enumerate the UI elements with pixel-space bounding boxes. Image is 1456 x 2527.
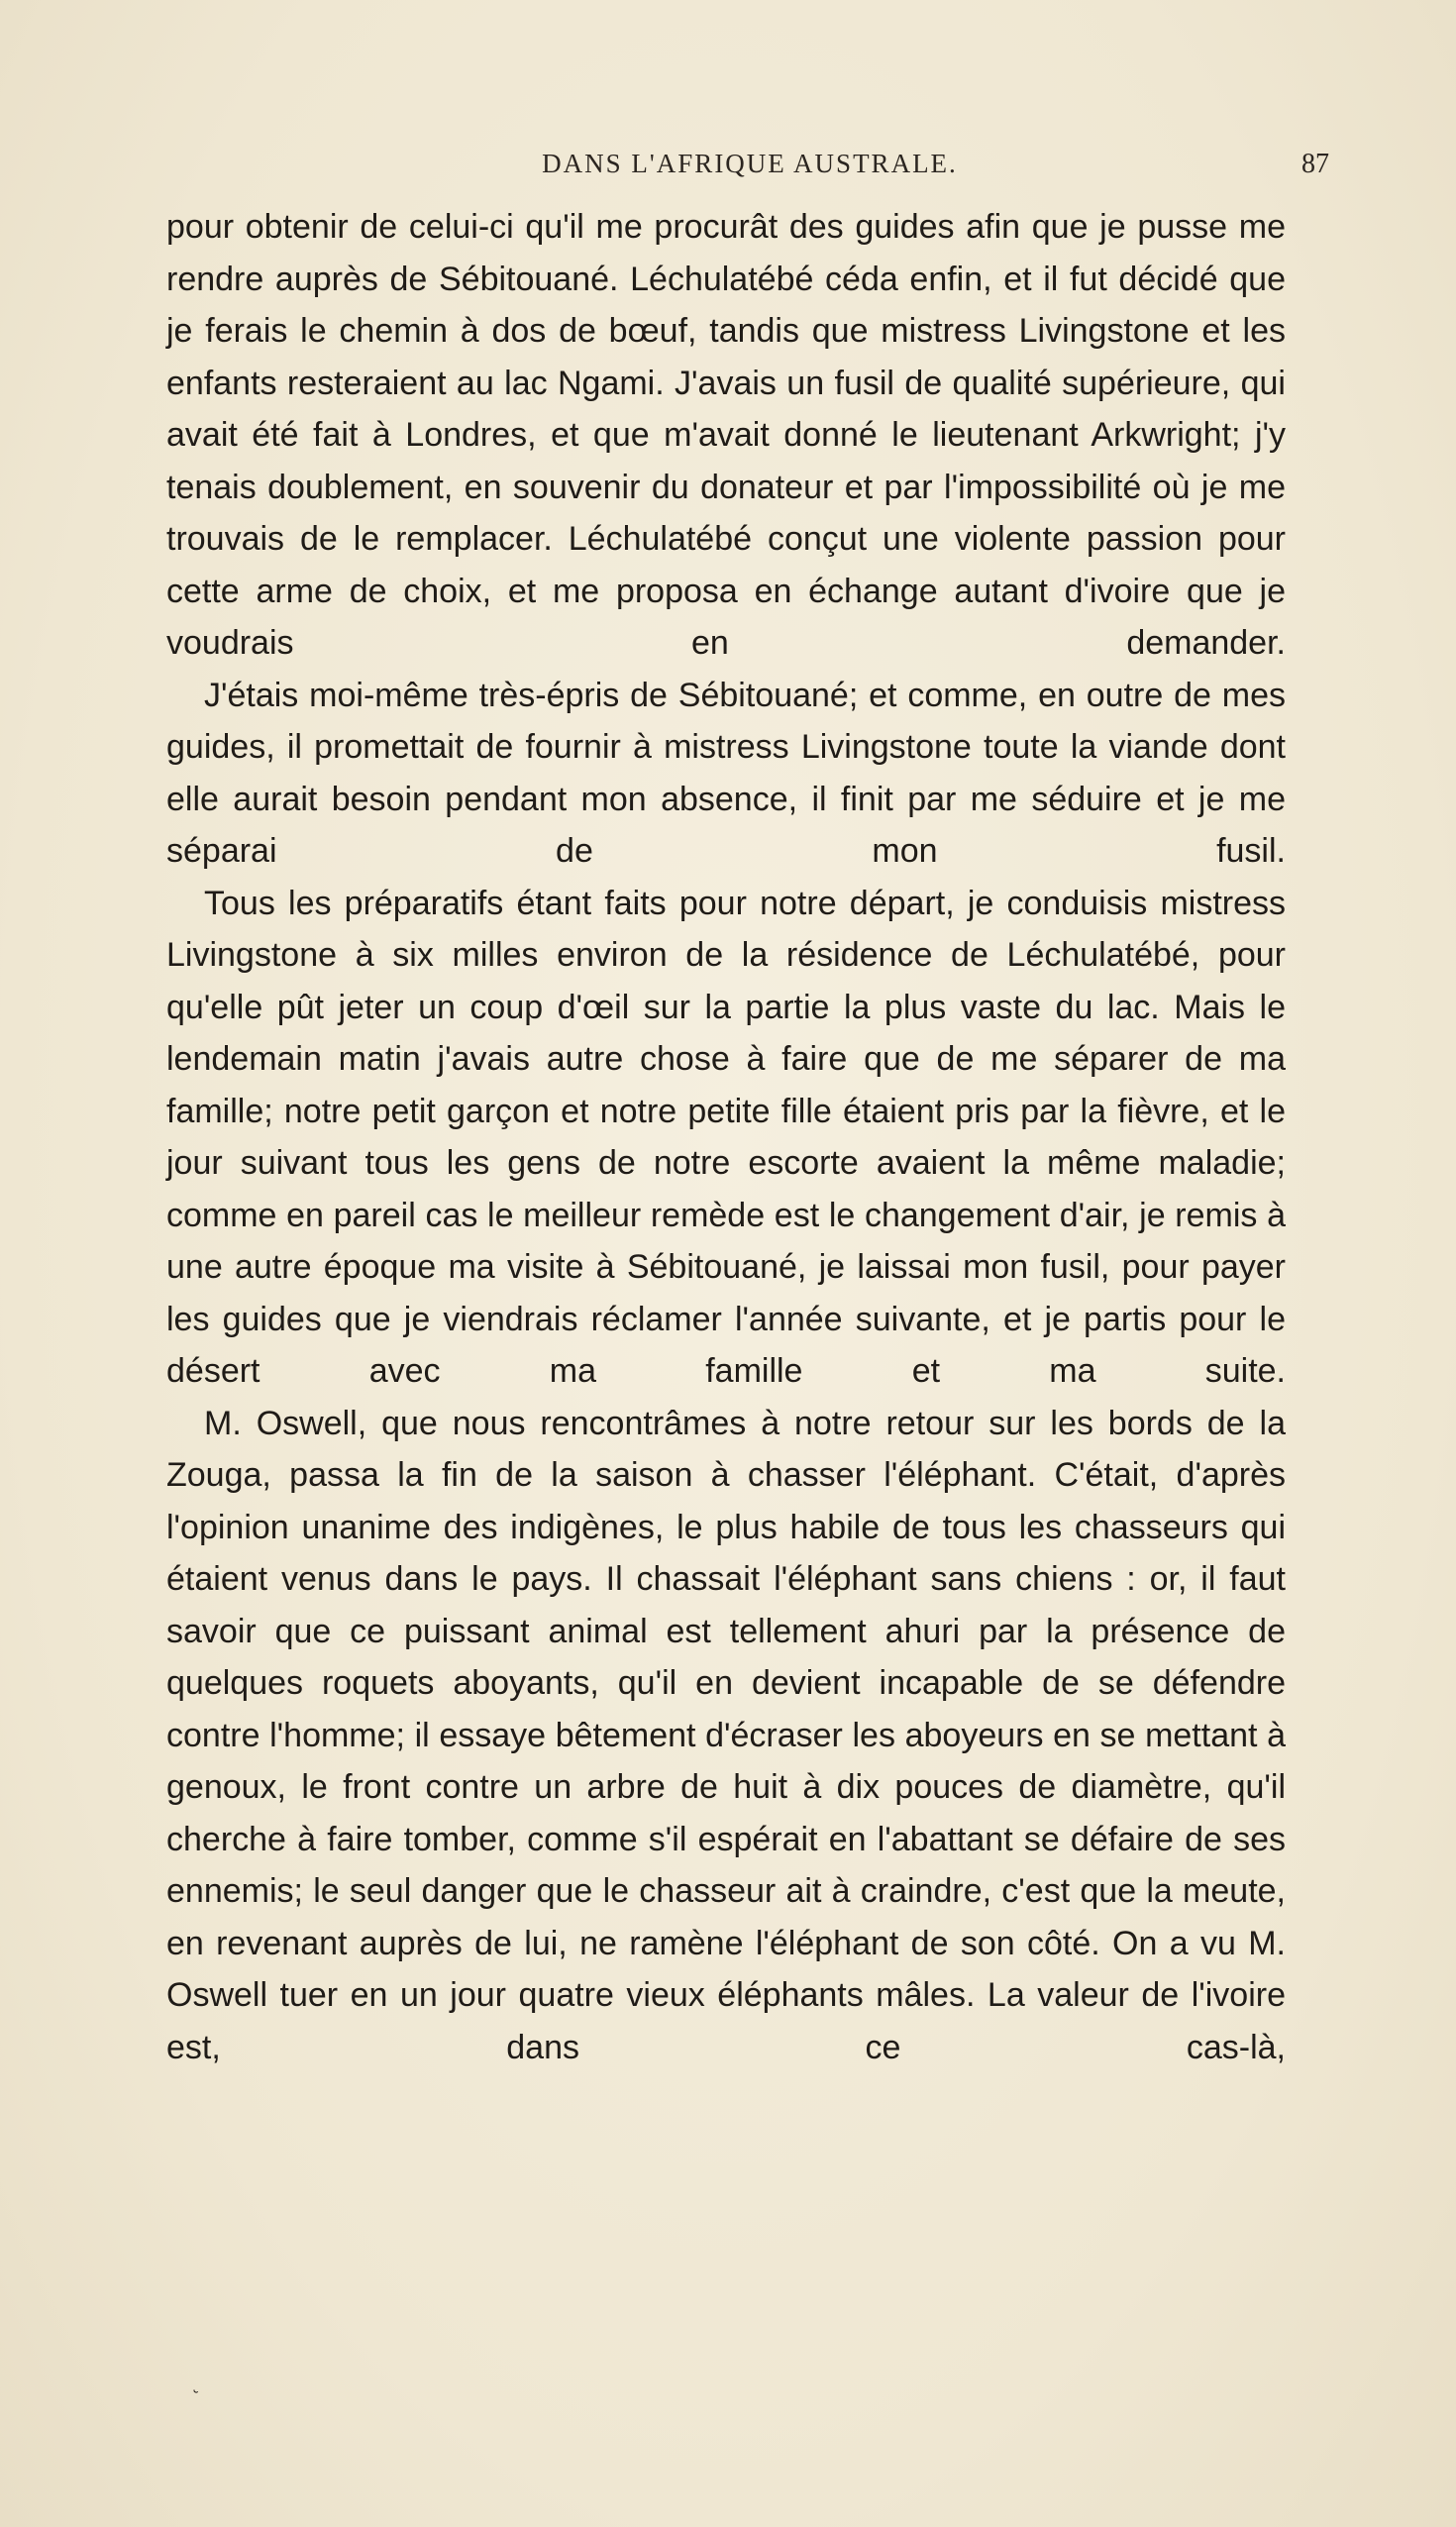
running-head: DANS L'AFRIQUE AUSTRALE. — [542, 149, 958, 178]
page-number: 87 — [1301, 149, 1329, 179]
printer-mark-icon: ˘ — [185, 2386, 201, 2408]
page-body — [166, 201, 1286, 2073]
paragraph-1: pour obtenir de celui-ci qu'il me procurât des guides afin que je pusse me rendre auprès de Sébitouané. Léchulatébé céda enfin, et il fut décidé que je ferais le chemin à dos de bœuf, tandis que mistress Livingstone et les enfants resteraient au lac Ngami. J'avais un fusil de qualité supérieure, qui avait été fait à Londres, et que m'avait donné le lieutenant Arkwright; j'y tenais doublement, en souvenir du donateur et par l'impossibilité où je me trouvais de le remplacer. Léchulatébé conçut une violente passion pour cette arme de choix, et me proposa en échange autant d'ivoire que je voudrais en demander. — [166, 208, 1286, 662]
paragraph-3: Tous les préparatifs étant faits pour notre départ, je conduisis mistress Livingstone à six milles environ de la résidence de Léchulatébé, pour qu'elle pût jeter un coup d'œil sur la partie la plus vaste du lac. Mais le lendemain matin j'avais autre chose à faire que de me séparer de ma famille; notre petit garçon et notre petite fille étaient pris par la fièvre, et le jour suivant tous les gens de notre escorte avaient la même maladie; comme en pareil cas le meilleur remède est le changement d'air, je remis à une autre époque ma visite à Sébitouané, je laissai mon fusil, pour payer les guides que je viendrais réclamer l'année suivante, et je partis pour le désert avec ma famille et ma suite. — [166, 884, 1286, 1390]
paragraph-2: J'étais moi-même très-épris de Sébitouané; et comme, en outre de mes guides, il promettait de fournir à mistress Livingstone toute la viande dont elle aurait besoin pendant mon absence, il finit par me séduire et je me séparai de mon fusil. — [166, 676, 1286, 870]
page-header — [170, 149, 1329, 188]
paragraph-4: M. Oswell, que nous rencontrâmes à notre retour sur les bords de la Zouga, passa la fin de la saison à chasser l'éléphant. C'était, d'après l'opinion unanime des indigènes, le plus habile de tous les chasseurs qui étaient venus dans le pays. Il chassait l'éléphant sans chiens : or, il faut savoir que ce puissant animal est tellement ahuri par la présence de quelques roquets aboyants, qu'il en devient incapable de se défendre contre l'homme; il essaye bêtement d'écraser les aboyeurs en se mettant à genoux, le front contre un arbre de huit à dix pouces de diamètre, qu'il cherche à faire tomber, comme s'il espérait en l'abattant se défaire de ses ennemis; le seul danger que le chasseur ait à craindre, c'est que la meute, en revenant auprès de lui, ne ramène l'éléphant de son côté. On a vu M. Oswell tuer en un jour quatre vieux éléphants mâles. La valeur de l'ivoire est, dans ce cas-là, — [166, 1404, 1286, 2066]
